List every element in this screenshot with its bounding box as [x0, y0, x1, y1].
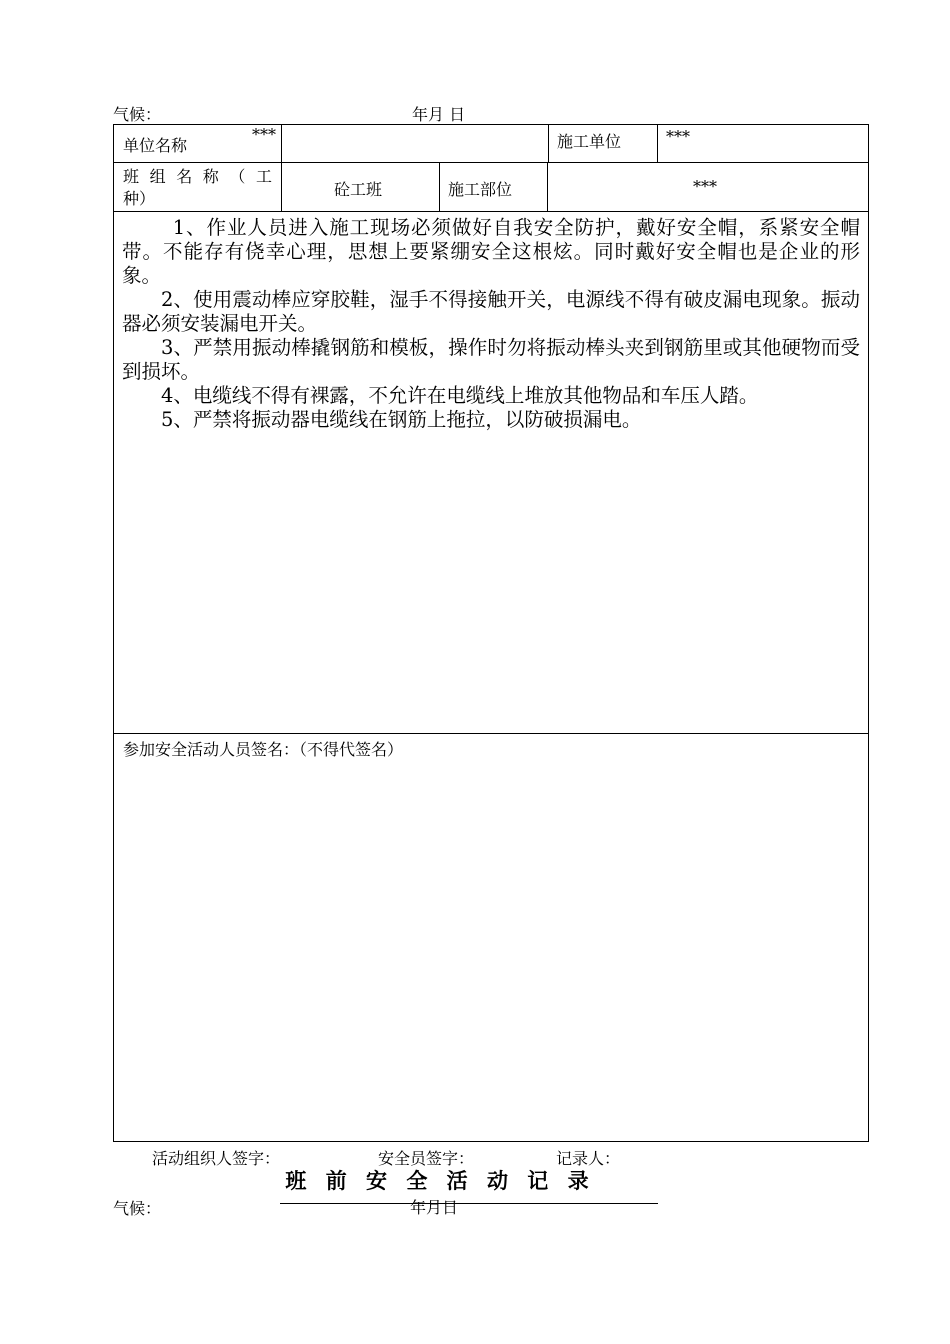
next-page-title: 班 前 安 全 活 动 记 录 [285, 1168, 595, 1193]
location-value-cell [548, 163, 869, 212]
date-label: 年月 日 [412, 105, 466, 124]
safety-items [114, 212, 868, 432]
team-value: 砼工班 [334, 180, 383, 199]
safety-item-1: 1、作业人员进入施工现场必须做好自我安全防护，戴好安全帽，系紧安全帽带。不能存有侥幸心理，思想上要紧绷安全这根炫。同时戴好安全帽也是企业的形象。 [122, 216, 861, 287]
unit-name-label: 单位名称 [123, 136, 188, 155]
team-label-cell [114, 163, 282, 212]
signature-cell [114, 734, 869, 1142]
location-value: *** [693, 177, 717, 196]
safety-item-2: 2、使用震动棒应穿胶鞋，湿手不得接触开关，电源线不得有破皮漏电现象。振动器必须安装漏电开关。 [122, 288, 861, 335]
weather-label: 气候： [113, 105, 162, 124]
recorder-label: 记录人： [556, 1149, 621, 1168]
title-underline [280, 1203, 658, 1204]
safety-item-4: 4、电缆线不得有裸露，不允许在电缆线上堆放其他物品和车压人踏。 [161, 384, 759, 407]
organizer-label: 活动组织人签字： [152, 1149, 281, 1168]
signature-label: 参加安全活动人员签名：（不得代签名） [123, 740, 404, 759]
next-weather-label: 气候： [113, 1199, 162, 1218]
header-divider-2 [657, 124, 658, 163]
safety-record-table [113, 124, 869, 1142]
team-value-cell [282, 163, 440, 212]
content-cell [114, 212, 869, 734]
header-divider-1 [548, 124, 549, 163]
location-label-cell [440, 163, 548, 212]
next-date-label: 年月日 [410, 1198, 459, 1217]
construction-unit-label: 施工单位 [557, 132, 622, 151]
safety-item-3: 3、严禁用振动棒撬钢筋和模板，操作时勿将振动棒头夹到钢筋里或其他硬物而受到损坏。 [122, 336, 861, 383]
safety-officer-label: 安全员签字： [378, 1149, 475, 1168]
location-label: 施工部位 [448, 180, 513, 199]
unit-name-value: *** [252, 125, 276, 144]
safety-item-5: 5、严禁将振动器电缆线在钢筋上拖拉，以防破损漏电。 [161, 408, 642, 431]
team-label: 班 组 名 称 （ 工 种） [123, 167, 272, 208]
construction-unit-value: *** [666, 127, 690, 146]
